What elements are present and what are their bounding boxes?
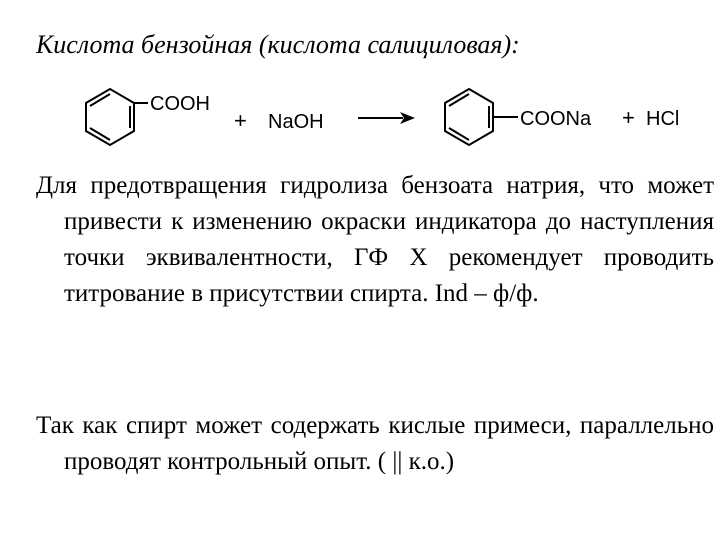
paragraph-control-experiment: Так как спирт может содержать кислые примеси, параллельно проводят контрольный опыт. ( || к.о.) [36,412,714,475]
reaction-scheme [0,0,720,170]
plus-sign: + [234,108,247,133]
reactant-group-label: COOH [150,93,210,115]
byproduct-label: HCl [646,108,680,130]
benzene-ring-product [445,89,518,145]
slide-title: Кислота бензойная (кислота салициловая): [36,30,520,59]
reagent-label: NaOH [268,111,324,133]
plus-sign: + [622,105,635,130]
paragraph-hydrolysis: Для предотвращения гидролиза бензоата натрия, что может привести к изменению окраски индикатора до наступления точки эквивалентности, ГФ Х рекомендует проводить титрование в присутствии спирта. Ind – ф/ф. [36,172,714,307]
benzene-ring-reactant [86,89,148,145]
reaction-arrow [358,112,415,124]
product-group-label: COONa [520,108,592,130]
